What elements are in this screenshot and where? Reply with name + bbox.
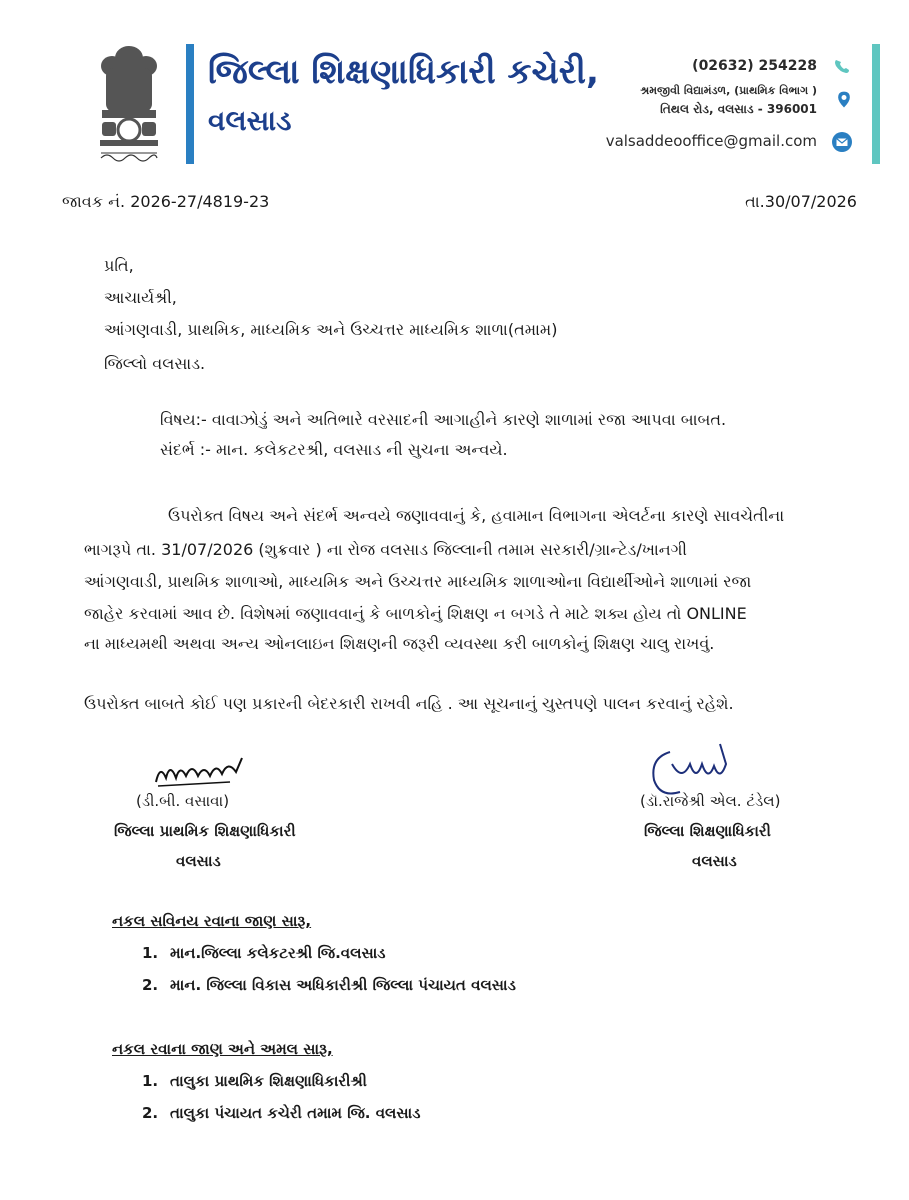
address-line-2: તિથલ રોડ, વલસાડ - 396001 xyxy=(660,102,817,116)
header-accent-bar-left xyxy=(186,44,194,164)
recipient-schools: આંગણવાડી, પ્રાથમિક, માધ્યમિક અને ઉચ્ચત્તર માધ્યમિક શાળા(તમામ) xyxy=(104,320,558,339)
lion-capital-icon xyxy=(88,40,170,168)
body-paragraph-1-line-2: ભાગરૂપે તા. 31/07/2026 (શુક્રવાર ) ના રોજ વલસાડ જિલ્લાની તમામ સરકારી/ગ્રાન્ટેડ/ખાનગી xyxy=(84,540,687,559)
left-signatory-city: વલસાડ xyxy=(176,852,221,870)
left-signatory-role: જિલ્લા પ્રાથમિક શિક્ષણાધિકારી xyxy=(114,822,296,840)
body-paragraph-2: ઉપરોક્ત બાબતે કોઈ પણ પ્રકારની બેદરકારી રાખવી નહિ . આ સૂચનાનું ચુસ્તપણે પાલન કરવાનું રહેશે. xyxy=(84,694,734,713)
reference-line: સંદર્ભ :- માન. કલેકટરશ્રી, વલસાડ ની સુચના અન્વયે. xyxy=(160,440,508,459)
right-signatory-role: જિલ્લા શિક્ષણાધિકારી xyxy=(644,822,771,840)
left-signature-image xyxy=(150,752,250,792)
recipient-prati: પ્રતિ, xyxy=(104,256,134,275)
copy-list-2-item-2: તાલુકા પંચાયત કચેરી તમામ જિ. વલસાડ xyxy=(170,1104,421,1122)
body-paragraph-1-line-3: આંગણવાડી, પ્રાથમિક શાળાઓ, માધ્યમિક અને ઉચ્ચત્તર માધ્યમિક શાળાઓના વિદ્યાર્થીઓને શાળામાં રજા xyxy=(84,572,752,591)
phone-number: (02632) 254228 xyxy=(692,58,817,74)
office-city: વલસાડ xyxy=(208,104,292,137)
letter-date: તા.30/07/2026 xyxy=(745,192,857,211)
copy-list-1-item-2: માન. જિલ્લા વિકાસ અધિકારીશ્રી જિલ્લા પંચાયત વલસાડ xyxy=(170,976,516,994)
emblem-motto xyxy=(88,150,170,165)
address-line-1: શ્રમજીવી વિદ્યામંડળ, (પ્રાથમિક વિભાગ ) xyxy=(640,84,817,97)
mail-icon xyxy=(832,132,852,152)
motto-script-image xyxy=(99,150,159,162)
copy-list-1-number-1: 1. xyxy=(142,944,159,962)
copy-list-2-item-1: તાલુકા પ્રાથમિક શિક્ષણાધિકારીશ્રી xyxy=(170,1072,367,1090)
copy-heading-action: નકલ રવાના જાણ અને અમલ સારૂ, xyxy=(112,1040,333,1058)
outward-number: જાવક નં. 2026-27/4819-23 xyxy=(62,192,270,211)
email-address: valsaddeooffice@gmail.com xyxy=(605,132,817,150)
left-signatory-name: (ડી.બી. વસાવા) xyxy=(136,792,230,810)
recipient-district: જિલ્લો વલસાડ. xyxy=(104,354,206,373)
office-title: જિલ્લા શિક્ષણાધિકારી કચેરી, xyxy=(208,52,599,92)
copy-list-1-item-1: માન.જિલ્લા કલેકટરશ્રી જિ.વલસાડ xyxy=(170,944,386,962)
right-signatory-name: (ડૉ.રાજેશ્રી એલ. ટંડેલ) xyxy=(640,792,781,810)
copy-heading-info: નકલ સવિનય રવાના જાણ સારૂ, xyxy=(112,912,312,930)
body-paragraph-1-line-4: જાહેર કરવામાં આવ છે. વિશેષમાં જણાવવાનું કે બાળકોનું શિક્ષણ ન બગડે તે માટે શક્ય હોય તો ONLINE xyxy=(84,604,747,623)
recipient-principal: આચાર્યશ્રી, xyxy=(104,288,177,307)
body-paragraph-1-line-1: ઉપરોક્ત વિષય અને સંદર્ભ અન્વયે જણાવવાનું કે, હવામાન વિભાગના એલર્ટના કારણે સાવચેતીના xyxy=(168,506,785,525)
phone-icon xyxy=(832,56,852,76)
body-paragraph-1-line-5: ના માધ્યમથી અથવા અન્ય ઓનલાઇન શિક્ષણની જરૂરી વ્યવસ્થા કરી બાળકોનું શિક્ષણ ચાલુ રાખવું. xyxy=(84,634,715,653)
copy-list-2-number-2: 2. xyxy=(142,1104,159,1122)
location-pin-icon xyxy=(834,90,854,110)
header-accent-bar-right xyxy=(872,44,880,164)
copy-list-2-number-1: 1. xyxy=(142,1072,159,1090)
subject-line: વિષય:- વાવાઝોડું અને અતિભારે વરસાદની આગાહીને કારણે શાળામાં રજા આપવા બાબત. xyxy=(160,410,727,429)
right-signatory-city: વલસાડ xyxy=(692,852,737,870)
national-emblem xyxy=(88,40,170,168)
copy-list-1-number-2: 2. xyxy=(142,976,159,994)
